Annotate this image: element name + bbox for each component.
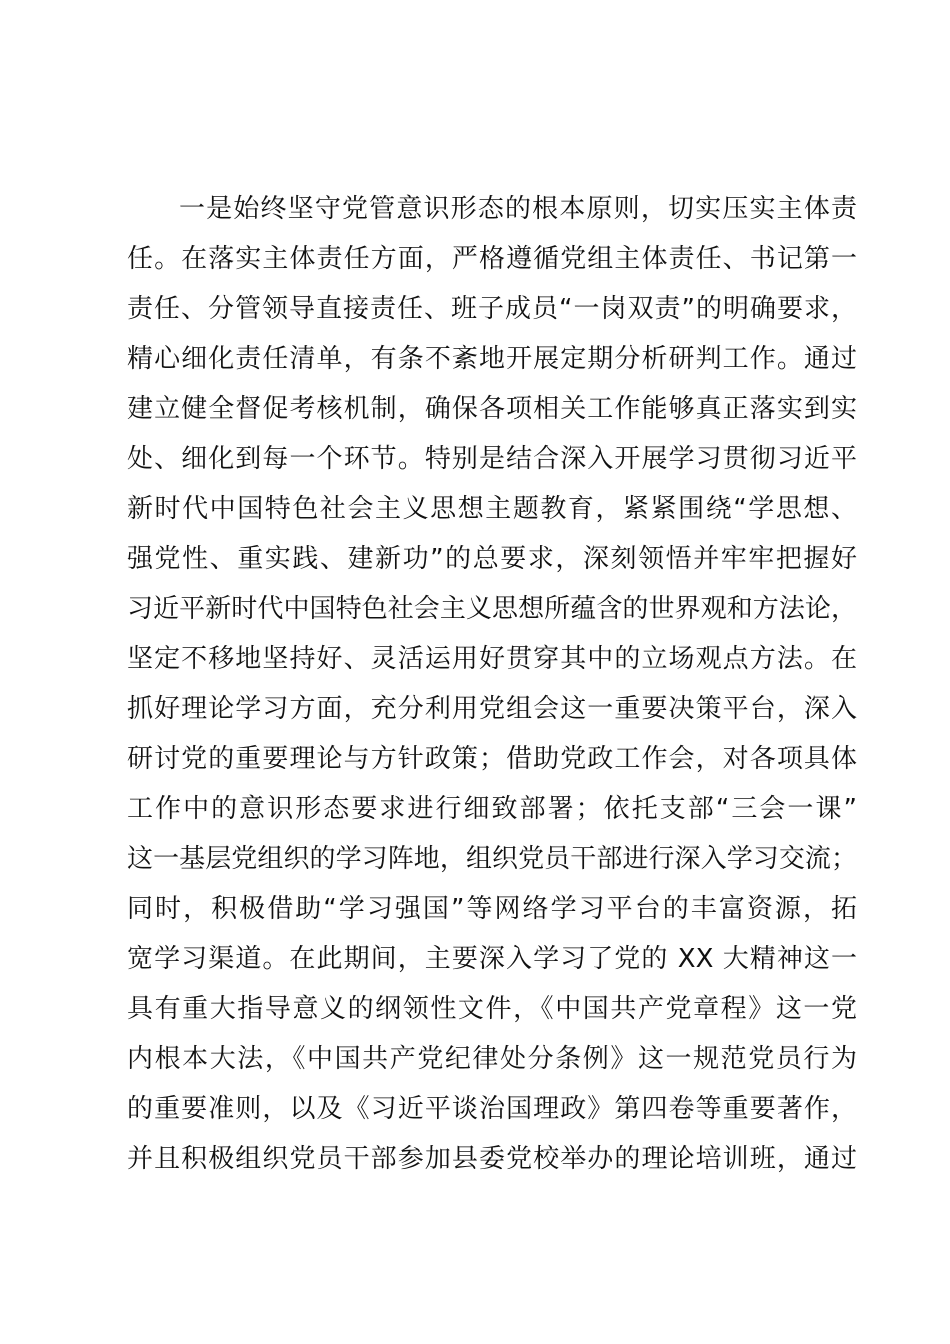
text-line: 同时，积极借助“学习强国”等网络学习平台的丰富资源，拓 [127, 894, 857, 924]
text-line: 责任、分管领导直接责任、班子成员“一岗双责”的明确要求， [127, 294, 857, 324]
text-line: 工作中的意识形态要求进行细致部署；依托支部“三会一课” [127, 794, 857, 824]
text-line: 一是始终坚守党管意识形态的根本原则，切实压实主体责 [179, 194, 857, 224]
text-line: 处、细化到每一个环节。特别是结合深入开展学习贯彻习近平 [127, 444, 857, 474]
text-line: 习近平新时代中国特色社会主义思想所蕴含的世界观和方法论， [127, 594, 857, 624]
text-line: 新时代中国特色社会主义思想主题教育，紧紧围绕“学思想、 [127, 494, 857, 524]
text-line: 并且积极组织党员干部参加县委党校举办的理论培训班，通过 [127, 1144, 857, 1174]
text-line: 具有重大指导意义的纲领性文件，《中国共产党章程》这一党 [127, 994, 857, 1024]
paragraph [127, 184, 857, 1184]
text-line: 任。在落实主体责任方面，严格遵循党组主体责任、书记第一 [127, 244, 857, 274]
text-line: 研讨党的重要理论与方针政策；借助党政工作会，对各项具体 [127, 744, 857, 774]
text-line: 这一基层党组织的学习阵地，组织党员干部进行深入学习交流； [127, 844, 857, 874]
text-line: 的重要准则，以及《习近平谈治国理政》第四卷等重要著作， [127, 1094, 857, 1124]
text-line: 抓好理论学习方面，充分利用党组会这一重要决策平台，深入 [127, 694, 857, 724]
text-line: 内根本大法，《中国共产党纪律处分条例》这一规范党员行为 [127, 1044, 857, 1074]
text-line: 强党性、重实践、建新功”的总要求，深刻领悟并牢牢把握好 [127, 544, 857, 574]
text-line: 宽学习渠道。在此期间，主要深入学习了党的 XX 大精神这一 [127, 944, 857, 974]
text-line: 精心细化责任清单，有条不紊地开展定期分析研判工作。通过 [127, 344, 857, 374]
text-line: 建立健全督促考核机制，确保各项相关工作能够真正落实到实 [127, 394, 857, 424]
text-line: 坚定不移地坚持好、灵活运用好贯穿其中的立场观点方法。在 [127, 644, 857, 674]
